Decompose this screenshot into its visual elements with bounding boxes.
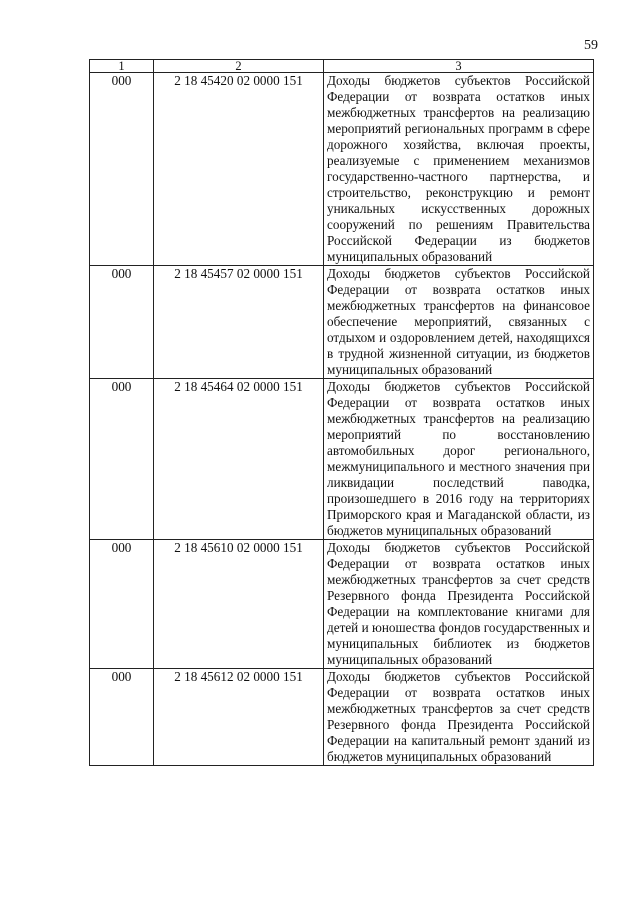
page-number: 59 — [584, 38, 598, 53]
admin-code-cell: 000 — [90, 669, 154, 766]
description-cell: Доходы бюджетов субъектов Российской Федерации от возврата остатков иных межбюджетных трансфертов за счет средств Резервного фонда Президента Российской Федерации на капитальный ремонт зданий из бюджетов муниципальных образований — [324, 669, 594, 766]
description-cell: Доходы бюджетов субъектов Российской Федерации от возврата остатков иных межбюджетных трансфертов на финансовое обеспечение мероприятий, связанных с отдыхом и оздоровлением детей, находящихся в трудной жизненной ситуации, из бюджетов муниципальных образований — [324, 266, 594, 379]
table-row — [90, 540, 594, 669]
table-row — [90, 73, 594, 266]
budget-code-cell: 2 18 45464 02 0000 151 — [154, 379, 324, 540]
budget-code-cell: 2 18 45610 02 0000 151 — [154, 540, 324, 669]
column-header-1: 1 — [90, 60, 154, 73]
column-header-2: 2 — [154, 60, 324, 73]
budget-code-cell: 2 18 45457 02 0000 151 — [154, 266, 324, 379]
description-cell: Доходы бюджетов субъектов Российской Федерации от возврата остатков иных межбюджетных трансфертов за счет средств Резервного фонда Президента Российской Федерации на комплектование книгами для детей и юношества фондов государственных и муниципальных библиотек из бюджетов муниципальных образований — [324, 540, 594, 669]
table-row — [90, 379, 594, 540]
admin-code-cell: 000 — [90, 266, 154, 379]
table-row — [90, 669, 594, 766]
table-header-row — [90, 60, 594, 73]
description-cell: Доходы бюджетов субъектов Российской Федерации от возврата остатков иных межбюджетных трансфертов на реализацию мероприятий региональных программ в сфере дорожного хозяйства, включая проекты, реализуемые с применением механизмов государственно-частного партнерства, и строительство, реконструкцию и ремонт уникальных искусственных дорожных сооружений по решениям Правительства Российской Федерации из бюджетов муниципальных образований — [324, 73, 594, 266]
admin-code-cell: 000 — [90, 73, 154, 266]
table-row — [90, 266, 594, 379]
admin-code-cell: 000 — [90, 379, 154, 540]
budget-code-cell: 2 18 45420 02 0000 151 — [154, 73, 324, 266]
description-cell: Доходы бюджетов субъектов Российской Федерации от возврата остатков иных межбюджетных трансфертов на реализацию мероприятий по восстановлению автомобильных дорог регионального, межмуниципального и местного значения при ликвидации последствий паводка, произошедшего в 2016 году на территориях Приморского края и Магаданской области, из бюджетов муниципальных образований — [324, 379, 594, 540]
column-header-3: 3 — [324, 60, 594, 73]
budget-code-cell: 2 18 45612 02 0000 151 — [154, 669, 324, 766]
budget-codes-table — [89, 59, 594, 766]
admin-code-cell: 000 — [90, 540, 154, 669]
